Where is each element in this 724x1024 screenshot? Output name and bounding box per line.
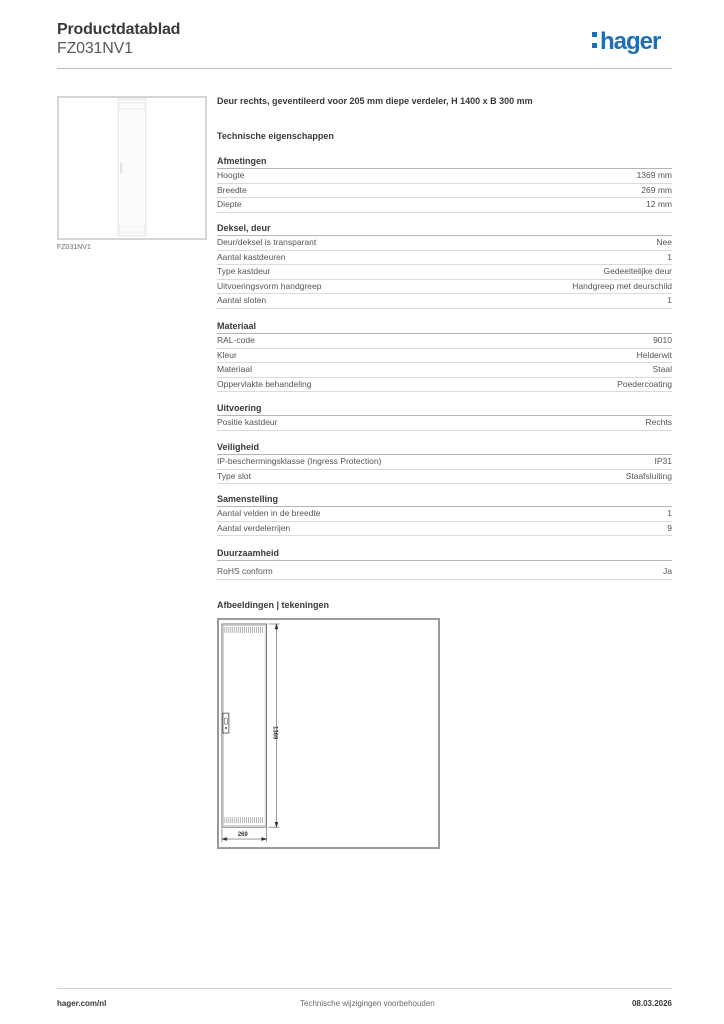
spec-row <box>217 470 672 485</box>
spec-row <box>217 363 672 378</box>
section-title: Samenstelling <box>217 493 672 507</box>
spec-label: RAL-code <box>217 335 255 345</box>
width-dimension-label: 269 <box>237 832 248 839</box>
spec-label: Aantal kastdeuren <box>217 251 286 262</box>
section-execution <box>217 402 672 431</box>
spec-value: Staafsluiting <box>625 470 672 481</box>
spec-row <box>217 236 672 251</box>
spec-label: Aantal verdelerrijen <box>217 522 291 533</box>
height-dimension-label: 1369 <box>271 726 278 740</box>
spec-value: 269 mm <box>641 184 672 195</box>
section-cover-door <box>217 222 672 309</box>
spec-value: Staal <box>652 364 672 374</box>
section-title: Materiaal <box>217 320 672 334</box>
spec-label: Materiaal <box>217 364 252 374</box>
spec-label: Type kastdeur <box>217 266 271 276</box>
spec-row <box>217 565 672 580</box>
spec-row <box>217 198 672 213</box>
footer-date: 08.03.2026 <box>631 999 672 1008</box>
spec-value: 9010 <box>653 335 672 345</box>
spec-label: Kleur <box>217 349 237 360</box>
footer-website-link[interactable]: hager.com/nl <box>57 999 107 1008</box>
spec-value: 1369 mm <box>636 170 672 180</box>
header-divider <box>57 68 672 69</box>
spec-row <box>217 184 672 199</box>
section-title: Veiligheid <box>217 441 672 455</box>
spec-label: Positie kastdeur <box>217 417 278 427</box>
spec-row <box>217 507 672 522</box>
drawings-heading: Afbeeldingen | tekeningen <box>217 600 330 610</box>
spec-value: IP31 <box>654 456 672 466</box>
spec-row <box>217 280 672 295</box>
section-material <box>217 320 672 392</box>
spec-label: Deur/deksel is transparant <box>217 237 317 247</box>
spec-row <box>217 294 672 309</box>
product-code: FZ031NV1 <box>57 40 133 57</box>
footer-disclaimer: Technische wijzigingen voorbehouden <box>300 999 435 1008</box>
spec-value: Rechts <box>645 417 672 427</box>
section-sustainability <box>217 547 672 580</box>
technical-properties-heading: Technische eigenschappen <box>217 131 334 141</box>
section-safety <box>217 441 672 484</box>
spec-label: Aantal velden in de breedte <box>217 508 321 518</box>
section-title: Uitvoering <box>217 402 672 416</box>
spec-row <box>217 334 672 349</box>
spec-row <box>217 349 672 364</box>
technical-drawing <box>217 618 440 849</box>
spec-label: Uitvoeringsvorm handgreep <box>217 280 322 291</box>
spec-row <box>217 251 672 266</box>
spec-value: Nee <box>656 237 672 247</box>
spec-row <box>217 455 672 470</box>
section-composition <box>217 493 672 536</box>
spec-label: Type slot <box>217 470 252 481</box>
product-description: Deur rechts, geventileerd voor 205 mm diepe verdeler, H 1400 x B 300 mm <box>217 96 533 106</box>
section-title: Duurzaamheid <box>217 547 672 561</box>
section-dimensions <box>217 155 672 213</box>
section-title: Afmetingen <box>217 155 672 169</box>
door-handle <box>223 713 229 733</box>
spec-value: 9 <box>667 522 672 533</box>
spec-label: RoHS conform <box>217 566 273 576</box>
spec-value: Gedeeltelijke deur <box>603 266 672 276</box>
spec-value: Poedercoating <box>617 378 672 389</box>
spec-label: Oppervlakte behandeling <box>217 378 312 389</box>
spec-value: Handgreep met deurschild <box>572 280 672 291</box>
spec-row <box>217 522 672 537</box>
svg-text:hager: hager <box>600 28 661 55</box>
product-image <box>57 96 207 240</box>
spec-row <box>217 416 672 431</box>
spec-value: 12 mm <box>646 199 672 209</box>
hager-logo <box>590 24 680 56</box>
section-title: Deksel, deur <box>217 222 672 236</box>
spec-label: Aantal sloten <box>217 295 267 305</box>
spec-label: Diepte <box>217 199 242 209</box>
page-title: Productdatablad <box>57 21 181 38</box>
spec-label: Breedte <box>217 184 247 195</box>
spec-value: Ja <box>663 566 672 576</box>
product-image-caption: FZ031NV1 <box>57 244 91 251</box>
spec-value: Helderwit <box>636 349 672 360</box>
spec-row <box>217 169 672 184</box>
spec-row <box>217 378 672 393</box>
footer-divider <box>57 988 672 989</box>
spec-label: Hoogte <box>217 170 245 180</box>
spec-value: 1 <box>667 295 672 305</box>
spec-value: 1 <box>667 508 672 518</box>
spec-value: 1 <box>667 251 672 262</box>
spec-label: IP-beschermingsklasse (Ingress Protection) <box>217 456 382 466</box>
spec-row <box>217 265 672 280</box>
